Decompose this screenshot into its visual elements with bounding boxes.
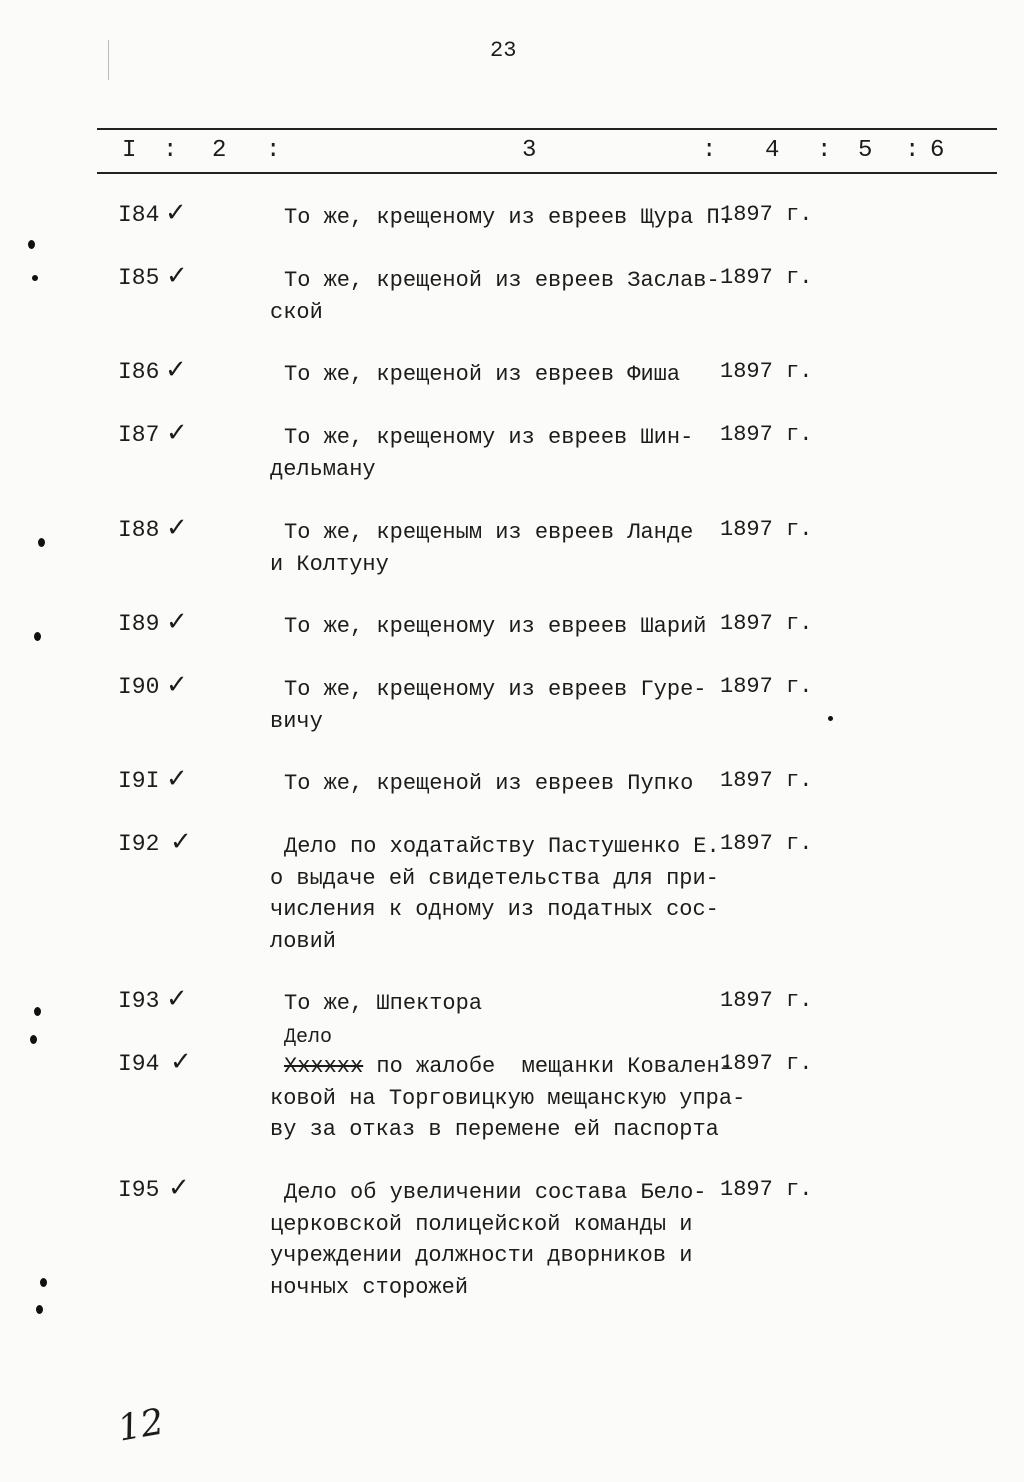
entry-description: То же, крещеному из евреев Гуре- вичу xyxy=(270,677,707,734)
page-number: 23 xyxy=(490,38,517,63)
checkmark-icon: ✓ xyxy=(166,513,188,543)
column-separator: : xyxy=(266,137,281,164)
header-rule-top xyxy=(97,128,997,130)
column-header-5: 5 xyxy=(858,137,873,164)
entry-number: I85 xyxy=(118,265,160,291)
entry-description: То же, крещеным из евреев Ланде и Колтуну xyxy=(270,520,694,577)
entry-description: То же, крещеной из евреев Заслав- ской xyxy=(270,268,720,325)
column-separator: : xyxy=(163,137,178,164)
entry-description: То же, крещеному из евреев Щура П. xyxy=(284,205,733,230)
checkmark-icon: ✓ xyxy=(166,984,188,1014)
entry-number: I9I xyxy=(118,768,160,794)
binding-hole-icon xyxy=(30,1035,37,1044)
entry-number: I93 xyxy=(118,988,160,1014)
column-header-3: 3 xyxy=(522,137,537,164)
column-header-2: 2 xyxy=(212,137,227,164)
entry-number: I87 xyxy=(118,422,160,448)
entry-description: То же, крещеному из евреев Шин- дельману xyxy=(270,425,694,482)
entry-description: То же, крещеной из евреев Фиша xyxy=(284,362,681,387)
entry-year: 1897 г. xyxy=(720,988,813,1013)
entry-year: 1897 г. xyxy=(720,422,813,447)
entry-year: 1897 г. xyxy=(720,359,813,384)
binding-hole-icon xyxy=(38,538,45,547)
checkmark-icon: ✓ xyxy=(166,670,188,700)
entry-description: То же, Шпектора xyxy=(284,991,483,1016)
entry-number: I88 xyxy=(118,517,160,543)
entry-number: I86 xyxy=(118,359,160,385)
column-separator: : xyxy=(905,137,920,164)
entry-description: То же, крещеной из евреев Пупко xyxy=(284,771,694,796)
entry-year: 1897 г. xyxy=(720,1177,813,1202)
checkmark-icon: ✓ xyxy=(166,418,188,448)
checkmark-icon: ✓ xyxy=(165,198,187,228)
entry-description xyxy=(270,1051,745,1146)
entry-number: I89 xyxy=(118,611,160,637)
entry-description: То же, крещеному из евреев Шарий xyxy=(284,614,707,639)
entry-year: 1897 г. xyxy=(720,768,813,793)
entry-year: 1897 г. xyxy=(720,265,813,290)
binding-hole-icon xyxy=(40,1278,47,1287)
checkmark-icon: ✓ xyxy=(168,1173,190,1203)
entry-number: I95 xyxy=(118,1177,160,1203)
margin-mark xyxy=(108,40,109,80)
entry-description: Дело по ходатайству Пастушенко Е. о выдаче ей свидетельства для при- числения к одному из податных сос- ловий xyxy=(270,834,720,954)
entry-description: Дело об увеличении состава Бело- церковской полицейской команды и учреждении должности дворников и ночных сторожей xyxy=(270,1180,707,1300)
inserted-word: Дело xyxy=(284,1026,333,1049)
entry-year: 1897 г. xyxy=(720,611,813,636)
checkmark-icon: ✓ xyxy=(170,827,192,857)
column-header-4: 4 xyxy=(765,137,780,164)
ink-speck xyxy=(828,716,833,721)
entry-year: 1897 г. xyxy=(720,1051,813,1076)
entry-number: I94 xyxy=(118,1051,160,1077)
header-rule-bottom xyxy=(97,172,997,174)
checkmark-icon: ✓ xyxy=(165,355,187,385)
column-header-6: 6 xyxy=(930,137,945,164)
binding-hole-icon xyxy=(34,1007,41,1016)
checkmark-icon: ✓ xyxy=(166,261,188,291)
entry-number: I92 xyxy=(118,831,160,857)
column-separator: : xyxy=(702,137,717,164)
binding-hole-icon xyxy=(28,240,35,249)
entry-number: I90 xyxy=(118,674,160,700)
checkmark-icon: ✓ xyxy=(166,607,188,637)
entry-year: 1897 г. xyxy=(720,202,813,227)
struck-word: Хххххх xyxy=(284,1054,364,1079)
checkmark-icon: ✓ xyxy=(166,764,188,794)
entry-number: I84 xyxy=(118,202,160,228)
entry-year: 1897 г. xyxy=(720,517,813,542)
description-text: по жалобе мещанки Ковален- ковой на Торговицкую мещанскую упра- ву за отказ в перемене ей паспорта xyxy=(270,1054,746,1142)
column-header-1: I xyxy=(122,137,137,164)
entry-year: 1897 г. xyxy=(720,674,813,699)
column-separator: : xyxy=(817,137,832,164)
checkmark-icon: ✓ xyxy=(170,1047,192,1077)
binding-hole-icon xyxy=(34,632,41,641)
entry-year: 1897 г. xyxy=(720,831,813,856)
handwritten-note: 12 xyxy=(114,1401,168,1450)
binding-hole-icon xyxy=(36,1305,43,1314)
binding-hole-icon xyxy=(32,275,38,281)
